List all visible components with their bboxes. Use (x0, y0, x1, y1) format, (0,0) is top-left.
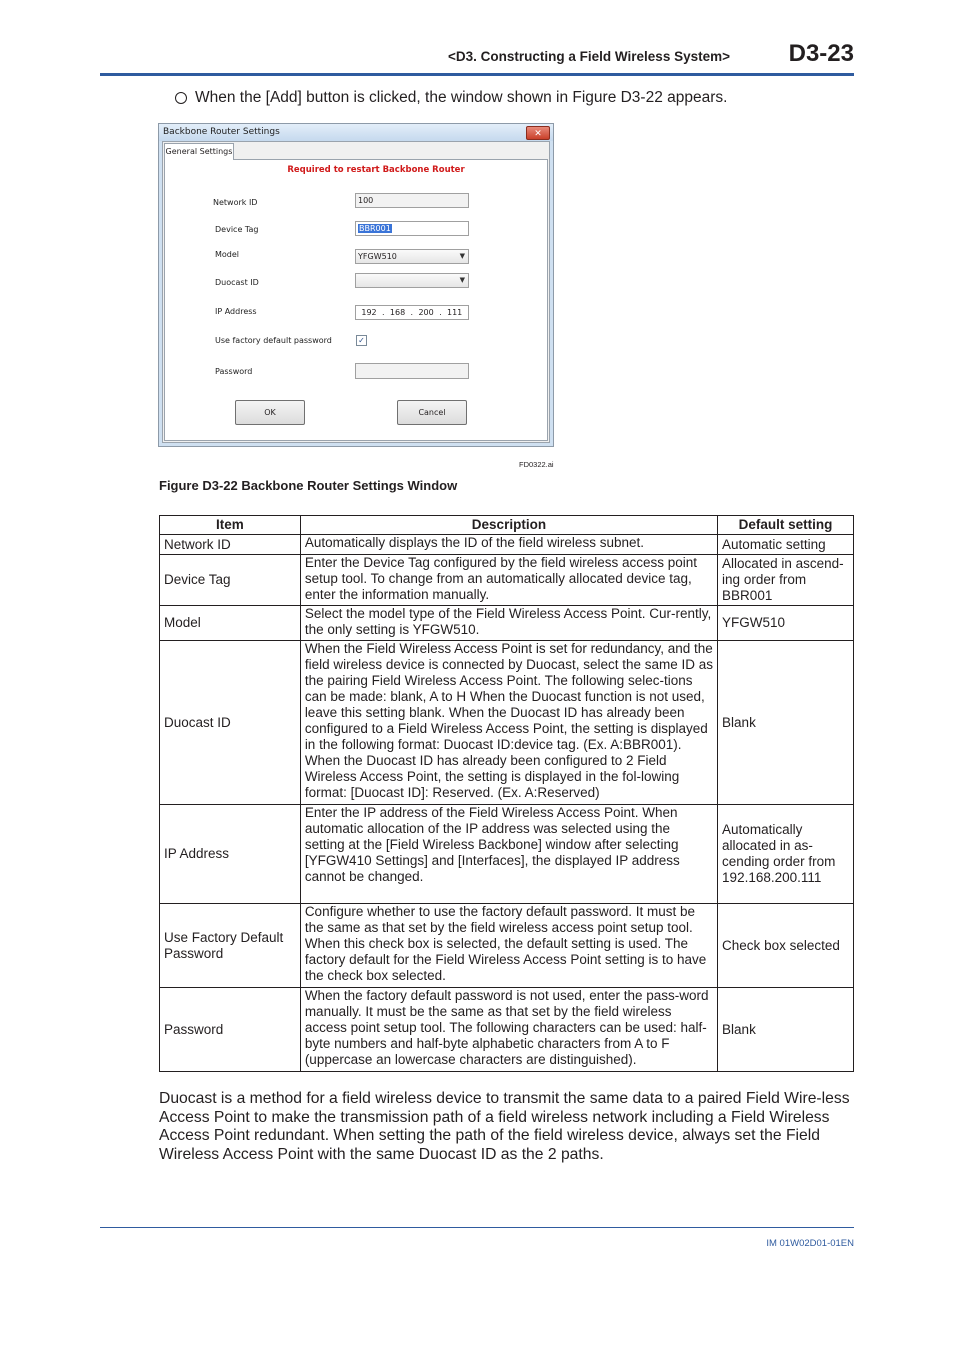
row-default: Blank (718, 988, 854, 1072)
ip-address-input[interactable] (355, 305, 469, 320)
backbone-router-settings-window (158, 123, 554, 447)
row-default: Check box selected (718, 904, 854, 988)
table-row (160, 606, 854, 641)
duocast-id-label: Duocast ID (215, 278, 259, 287)
window-titlebar (159, 124, 553, 141)
duocast-paragraph: Duocast is a method for a field wireless device to transmit the same data to a paired Field Wire-less Access Point to make the transmission path of a field wireless network including a Field Wireless Access Point redundant. When setting the path of the field wireless device, always set the Field Wireless Access Point with the same Duocast ID as the 2 paths. (159, 1090, 850, 1163)
row-item: Duocast ID (160, 641, 301, 805)
table-row (160, 904, 854, 988)
row-default: Allocated in ascend-ing order from BBR001 (718, 555, 854, 606)
row-description: Select the model type of the Field Wireless Access Point. Cur-rently, the only setting is YFGW510. (300, 606, 717, 641)
settings-table (159, 515, 854, 1072)
model-label: Model (215, 250, 240, 259)
close-icon[interactable]: ✕ (526, 126, 550, 140)
document-code: IM 01W02D01-01EN (766, 1238, 854, 1249)
row-item: IP Address (160, 805, 301, 904)
ip-octet-1[interactable]: 192 (361, 308, 377, 317)
network-id-label: Network ID (213, 198, 258, 207)
device-tag-input[interactable] (355, 221, 469, 236)
row-description: Configure whether to use the factory default password. It must be the same as that set by the field wireless access point setup tool. When this check box is selected, the default setting is used. The factory default for the Field Wireless Access Point setting is to have the check box selected. (300, 904, 717, 988)
row-item: Use Factory Default Password (160, 904, 301, 988)
chevron-down-icon: ▼ (459, 276, 465, 284)
device-tag-label: Device Tag (215, 225, 259, 234)
table-row (160, 555, 854, 606)
column-header-item: Item (160, 516, 301, 535)
table-header-row (160, 516, 854, 535)
model-value: YFGW510 (358, 252, 397, 261)
restart-warning: Required to restart Backbone Router (287, 165, 465, 175)
row-description: When the factory default password is not used, enter the pass-word manually. It must be the same as that set by the field wireless access point setup tool. The following characters can be used: half-byte numbers and half-byte alphabetic characters from A to F (uppercase an lowercase characters are distinguished). (300, 988, 717, 1072)
ip-octet-3[interactable]: 200 (418, 308, 434, 317)
column-header-description: Description (300, 516, 717, 535)
device-tag-value: BBR001 (359, 224, 391, 233)
ok-button[interactable]: OK (235, 400, 305, 425)
use-default-password-checkbox[interactable] (356, 335, 367, 346)
password-label: Password (215, 367, 253, 376)
intro-text: When the [Add] button is clicked, the window shown in Figure D3-22 appears. (195, 89, 728, 106)
ip-dot: . (382, 308, 385, 317)
header-rule (100, 73, 854, 76)
row-item: Device Tag (160, 555, 301, 606)
ip-octet-2[interactable]: 168 (389, 308, 406, 317)
row-default: Automatic setting (718, 535, 854, 555)
use-default-password-label: Use factory default password (215, 336, 332, 345)
row-item: Model (160, 606, 301, 641)
table-row (160, 535, 854, 555)
column-header-default: Default setting (718, 516, 854, 535)
tab-general-settings[interactable]: General Settings (164, 143, 234, 160)
row-description: Enter the IP address of the Field Wireless Access Point. When automatic allocation of the IP address was selected using the setting at the [Field Wireless Backbone] window after selecting [YFGW410 Settings] and [Interfaces], the displayed IP address cannot be changed. (300, 805, 717, 904)
duocast-id-select[interactable] (355, 273, 469, 288)
ip-dot: . (439, 308, 442, 317)
cancel-button[interactable]: Cancel (397, 400, 467, 425)
chevron-down-icon: ▼ (459, 252, 465, 260)
intro-line (175, 89, 727, 107)
row-item: Password (160, 988, 301, 1072)
row-item: Network ID (160, 535, 301, 555)
window-title: Backbone Router Settings (163, 127, 280, 137)
figure-caption: Figure D3-22 Backbone Router Settings Window (159, 478, 458, 493)
circle-bullet-icon (175, 92, 187, 104)
table-row (160, 988, 854, 1072)
password-input[interactable] (355, 363, 469, 379)
chapter-heading: <D3. Constructing a Field Wireless System> (448, 49, 730, 64)
row-description: Enter the Device Tag configured by the field wireless access point setup tool. To change from an automatically allocated device tag, enter the information manually. (300, 555, 717, 606)
figure-file-id: FD0322.ai (519, 460, 554, 469)
ip-octet-4[interactable]: 111 (447, 308, 463, 317)
table-row (160, 641, 854, 805)
row-default: Blank (718, 641, 854, 805)
checkmark-icon: ✓ (358, 336, 365, 345)
window-body (162, 141, 550, 443)
general-settings-panel (164, 159, 548, 441)
table-row (160, 805, 854, 904)
row-default: Automatically allocated in as-cending order from 192.168.200.111 (718, 805, 854, 904)
network-id-field: 100 (355, 193, 469, 208)
row-description: When the Field Wireless Access Point is set for redundancy, and the field wireless device is connected by Duocast, select the same ID as the pairing Field Wireless Access Point. The following selec-tions can be made: blank, A to H When the Duocast function is not used, leave this setting blank. When the Duocast ID has already been configured to a Field Wireless Access Point, the setting is displayed in the following format: Duocast ID:device tag. (Ex. A:BBR001). When the Duocast ID has already been configured to 2 Field Wireless Access Point, the setting is displayed in the fol-lowing format: [Duocast ID]: Reserved. (Ex. A:Reserved) (300, 641, 717, 805)
page-number: D3-23 (788, 40, 854, 67)
ip-dot: . (410, 308, 414, 317)
ip-address-label: IP Address (215, 307, 257, 316)
model-select[interactable] (355, 249, 469, 264)
row-default: YFGW510 (718, 606, 854, 641)
row-description: Automatically displays the ID of the field wireless subnet. (300, 535, 717, 555)
footer-rule (100, 1227, 854, 1228)
